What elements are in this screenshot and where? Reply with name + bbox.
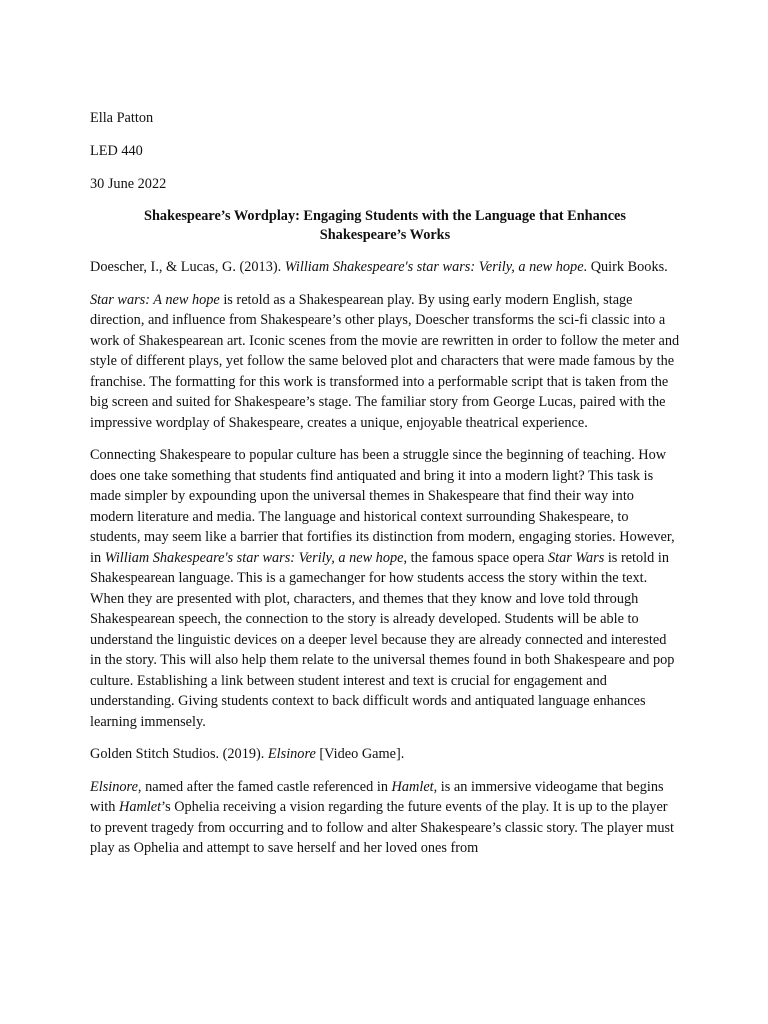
citation-work-title: William Shakespeare's star wars: Verily, a new hope [284, 259, 584, 275]
document-title [90, 207, 680, 245]
work-title: Elsinore [90, 778, 138, 795]
citation-work-title: Elsinore [267, 746, 316, 762]
citation-authors: Golden Stitch Studios. (2019). [90, 746, 268, 762]
title-line-1: Shakespeare’s Wordplay: Engaging Students with the Language that Enhances [144, 208, 626, 224]
paragraph-text: is retold in Shakespearean language. This is a gamechanger for how students access the story within the text. When they are presented with plot, characters, and themes that they know and love told through Shakespearean speech, the connection to the story is already developed. Students will be able to understand the linguistic devices on a deeper level because they are already connected and interested in the story. This will also help them relate to the universal themes found in both Shakespeare and pop culture. Establishing a link between student interest and text is crucial for engagement and understanding. Giving students context to back difficult words and antiquated language enhances learning immensely. [90, 549, 675, 730]
citation-authors: Doescher, I., & Lucas, G. (2013). [90, 259, 285, 275]
work-title: William Shakespeare's star wars: Verily, a new hope [104, 549, 404, 566]
paragraph-summary-elsinore [90, 777, 680, 859]
paragraph-text: , is an immersive videogame that begins with [90, 778, 664, 815]
work-title: Star wars: A new hope [90, 291, 220, 308]
paragraph-text: Connecting Shakespeare to popular culture has been a struggle since the beginning of teaching. How does one take something that students find antiquated and bring it into a modern light? This task is made simpler by expounding upon the universal themes in Shakespeare that find their way into modern literature and media. The language and historical context surrounding Shakespeare, to students, may seem like a barrier that fortifies its distinction from modern, engaging stories. However, in [90, 447, 675, 566]
title-line-2: Shakespeare’s Works [319, 227, 451, 243]
document-body [90, 108, 680, 871]
work-title: Star Wars [547, 549, 605, 566]
work-title: Hamlet [119, 799, 162, 815]
paragraph-summary-star-wars [90, 290, 680, 434]
paragraph-text: , the famous space opera [403, 549, 548, 566]
paragraph-text: , named after the famed castle referenced in [137, 778, 392, 795]
citation-publisher: . Quirk Books. [583, 259, 668, 275]
document-date: 30 June 2022 [90, 176, 167, 192]
paragraph-text: ’s Ophelia receiving a vision regarding the future events of the play. It is up to the player to prevent tragedy from occurring and to follow and alter Shakespeare’s classic story. The player must play as Ophelia and attempt to save herself and her loved ones from [90, 799, 675, 856]
course-code: LED 440 [90, 143, 143, 159]
citation-medium: [Video Game]. [315, 746, 405, 762]
paragraph-text: is retold as a Shakespearean play. By using early modern English, stage direction, and influence from Shakespeare’s other plays, Doescher transforms the sci-fi classic into a work of Shakespearean art. Iconic scenes from the movie are rewritten in order to follow the meter and style of different plays, yet follow the same beloved plot and characters that were made famous by the franchise. The formatting for this work is transformed into a performable script that is taken from the big screen and suited for Shakespeare’s stage. The familiar story from George Lucas, paired with the impressive wordplay of Shakespeare, creates a unique, enjoyable theatrical experience. [90, 291, 680, 431]
work-title: Hamlet [391, 778, 434, 795]
author-name: Ella Patton [90, 110, 154, 126]
citation-star-wars [90, 257, 680, 278]
citation-elsinore [90, 744, 680, 765]
paragraph-analysis-star-wars [90, 445, 680, 732]
